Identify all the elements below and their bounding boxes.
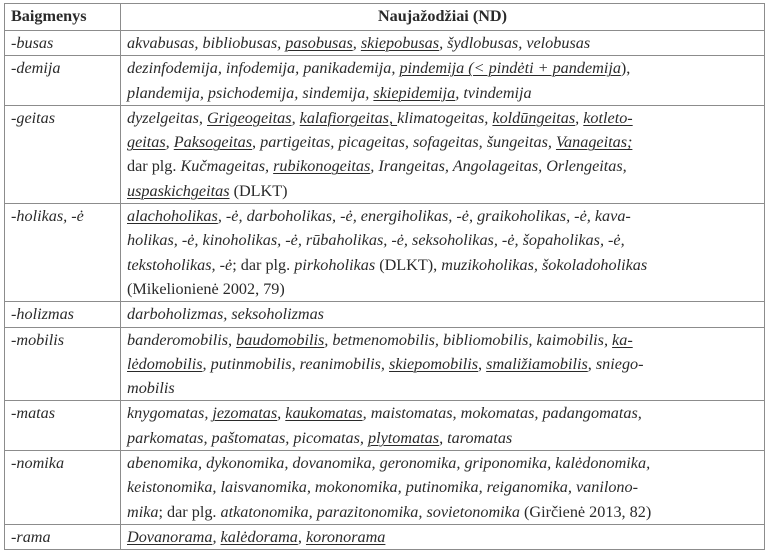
underlined-term: rubikonogeitas [273,157,371,176]
text-line [127,106,758,130]
text-line [127,352,758,376]
suffix-cell: -holizmas [5,302,121,327]
table-row [5,302,765,327]
italic-term: , tvindemija [455,83,532,102]
roman-text: (DLKT) [229,181,288,200]
suffix-cell: -rama [5,524,121,549]
italic-term: akvabusas, bibliobusas, [127,34,286,52]
text-line [127,130,758,154]
text-line [127,500,758,524]
text-line [127,154,758,178]
roman-text: ), [620,59,631,78]
text-line [127,328,758,352]
neologisms-cell [121,204,765,302]
italic-term: plandemija, psichodemija, sindemija, [127,83,374,102]
table-row [5,204,765,302]
italic-term: darboholizmas, seksoholizmas [127,305,324,324]
italic-term: , [291,108,300,127]
roman-text: ; dar plg. [232,255,295,274]
italic-term: , [277,404,286,423]
italic-term: , putinmobilis, reanimobilis, [202,354,390,373]
neologisms-cell [121,524,765,549]
underlined-term: ka- [612,330,633,349]
underlined-term: koronorama [305,527,386,546]
italic-term: , [575,108,584,127]
italic-term: , taromatas [439,428,513,447]
italic-term: dezinfodemija, infodemija, panikademija, [127,59,400,78]
underlined-term: Dovanorama [127,527,213,546]
underlined-term: kotleto- [583,108,633,127]
table-row [5,327,765,401]
underlined-term: Grigeogeitas [207,108,292,127]
suffix-cell: -matas [5,401,121,451]
text-line [127,56,758,80]
italic-term: klimatogeitas, [397,108,493,127]
table-header-row [5,4,765,31]
underlined-term: geitas [127,133,166,152]
underlined-term: uspaskichgeitas [127,181,230,200]
roman-text: (DLKT), [375,255,442,274]
underlined-term: pasobusas [285,34,353,52]
header-neologisms: Naujažodžiai (ND) [121,4,765,31]
neologisms-cell [121,302,765,327]
italic-term: tekstoholikas, -ė [127,255,233,274]
text-line [127,277,758,301]
suffix-cell: -nomika [5,451,121,525]
table-row [5,401,765,451]
roman-text: ; dar plg. [158,502,221,521]
text-line [127,401,758,425]
italic-term: , Irangeitas, Angolageitas, Orlengeitas, [370,157,627,176]
italic-term: muzikoholikas, šokoladoholikas [441,255,648,274]
underlined-term: skiepomobilis [389,354,479,373]
roman-text: (Girčienė 2013, 82) [519,502,652,521]
underlined-term: kaukomatas [285,404,363,423]
italic-term: , betmenomobilis, bibliomobilis, kaimobilis, [324,330,613,349]
underlined-term: baudomobilis [236,330,325,349]
text-line [127,302,758,326]
underlined-term: skiepobusas [360,34,440,52]
italic-term: banderomobilis, [127,330,237,349]
neologisms-cell [121,451,765,525]
text-line [127,179,758,203]
italic-term: , [352,34,361,52]
roman-text: dar plg. [127,157,181,176]
table-row [5,524,765,549]
neologisms-cell [121,105,765,203]
italic-term: atkatonomika, parazitonomika, sovietonomika [220,502,520,521]
underlined-term: koldūngeitas [492,108,576,127]
italic-term: holikas, -ė, kinoholikas, -ė, rūbaholikas, -ė, seksoholikas, -ė, šopaholikas, -ė, [127,231,625,250]
underlined-term: jezomatas [212,404,278,423]
underlined-term: smaližiamobilis [486,354,588,373]
underlined-term: kalėdorama [220,527,298,546]
text-line [127,426,758,450]
italic-term: pirkoholikas [294,255,376,274]
table-row [5,56,765,106]
underlined-term: kalafiorgeitas, [299,108,398,127]
underlined-term: skiepidemija [373,83,456,102]
table-row [5,31,765,56]
italic-term: , maistomatas, mokomatas, padangomatas, [362,404,642,423]
underlined-term: Vanageitas; [555,133,633,152]
italic-term: mika [127,502,159,521]
italic-term: , šydlobusas, velobusas [439,34,591,52]
table-body [5,31,765,550]
italic-term: , partigeitas, picageitas, sofageitas, šungeitas, [252,133,556,152]
italic-term: knygomatas, [127,404,213,423]
italic-term: , [478,354,487,373]
italic-term: mobilis [127,379,175,398]
italic-term: Kučmageitas, [180,157,274,176]
neologisms-cell [121,56,765,106]
italic-term: , [297,527,306,546]
text-line [127,525,758,549]
suffix-cell: -mobilis [5,327,121,401]
text-line [127,31,758,55]
roman-text: (Mikelionienė 2002, 79) [127,279,285,298]
italic-term: keistonomika, laisvanomika, mokonomika, putinomika, reiganomika, vanilono- [127,478,639,497]
text-line [127,451,758,475]
underlined-term: Paksogeitas [173,133,252,152]
table-row [5,105,765,203]
suffix-cell: -geitas [5,105,121,203]
underlined-term: lėdomobilis [127,354,203,373]
neologisms-cell [121,31,765,56]
italic-term: , -ė, darboholikas, -ė, energiholikas, -ė, graikoholikas, -ė, kava- [217,207,631,226]
italic-term: , sniego- [587,354,644,373]
underlined-term: pindemija (< pindėti + pandemija [399,59,621,78]
italic-term: dyzelgeitas, [127,108,208,127]
italic-term: abenomika, dykonomika, dovanomika, geronomika, griponomika, kalėdonomika, [127,454,651,473]
underlined-term: plytomatas [368,428,440,447]
suffix-cell: -demija [5,56,121,106]
suffix-neologism-table [4,3,765,550]
suffix-cell: -busas [5,31,121,56]
underlined-term: alachoholikas [127,207,218,226]
header-suffixes: Baigmenys [5,4,121,31]
text-line [127,204,758,228]
suffix-cell: -holikas, -ė [5,204,121,302]
text-line [127,81,758,105]
text-line [127,376,758,400]
table-row [5,451,765,525]
neologisms-cell [121,401,765,451]
italic-term: , [165,133,174,152]
text-line [127,475,758,499]
neologisms-cell [121,327,765,401]
italic-term: , [212,527,221,546]
text-line [127,228,758,252]
italic-term: parkomatas, paštomatas, picomatas, [127,428,369,447]
text-line [127,253,758,277]
